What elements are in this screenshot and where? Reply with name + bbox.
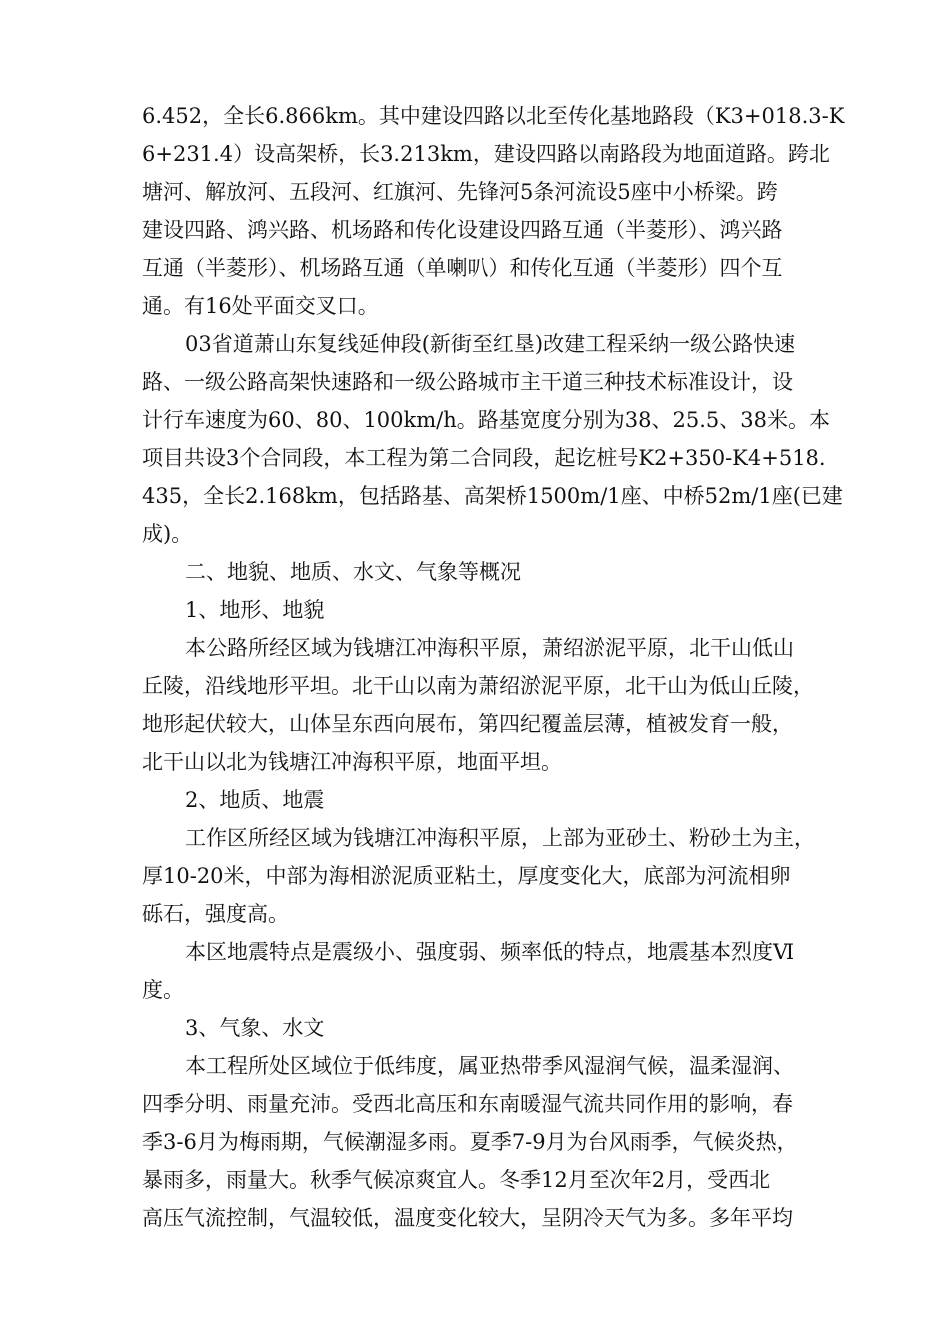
text-line: 暴雨多，雨量大。秋季气候凉爽宜人。冬季12月至次年2月，受西北 [142, 1168, 771, 1192]
text-line: 四季分明、雨量充沛。受西北高压和东南暖湿气流共同作用的影响，春 [142, 1092, 793, 1116]
text-line: 互通（半菱形）、机场路互通（单喇叭）和传化互通（半菱形）四个互 [142, 256, 783, 280]
text-line: 季3-6月为梅雨期，气候潮湿多雨。夏季7-9月为台风雨季，气候炎热， [142, 1130, 798, 1154]
text-line: 6.452，全长6.866km。其中建设四路以北至传化基地路段（K3+018.3-K [142, 104, 845, 128]
text-line: 本区地震特点是震级小、强度弱、频率低的特点，地震基本烈度Ⅵ [185, 940, 795, 964]
subsection-heading: 2、地质、地震 [185, 788, 325, 812]
text-line: 地形起伏较大，山体呈东西向展布，第四纪覆盖层薄，植被发育一般， [142, 712, 793, 736]
text-line: 高压气流控制，气温较低，温度变化较大，呈阴冷天气为多。多年平均 [142, 1206, 793, 1230]
text-line: 度。 [142, 978, 184, 1002]
text-line: 6+231.4）设高架桥，长3.213km，建设四路以南路段为地面道路。跨北 [142, 142, 830, 166]
text-line: 厚10-20米，中部为海相淤泥质亚粘土，厚度变化大，底部为河流相卵 [142, 864, 791, 888]
text-line: 砾石，强度高。 [142, 902, 289, 926]
text-line: 通。有16处平面交叉口。 [142, 294, 379, 318]
text-line: 成)。 [142, 522, 193, 546]
text-line: 建设四路、鸿兴路、机场路和传化设建设四路互通（半菱形）、鸿兴路 [142, 218, 783, 242]
text-line: 项目共设3个合同段，本工程为第二合同段，起讫桩号K2+350-K4+518. [142, 446, 826, 470]
text-line: 丘陵，沿线地形平坦。北干山以南为萧绍淤泥平原，北干山为低山丘陵， [142, 674, 814, 698]
subsection-heading: 1、地形、地貌 [185, 598, 325, 622]
text-line: 03省道萧山东复线延伸段(新街至红垦)改建工程采纳一级公路快速 [185, 332, 796, 356]
text-line: 工作区所经区域为钱塘江冲海积平原，上部为亚砂土、粉砂土为主， [185, 826, 815, 850]
text-line: 计行车速度为60、80、100km/h。路基宽度分别为38、25.5、38米。本 [142, 408, 830, 432]
text-line: 435，全长2.168km，包括路基、高架桥1500m/1座、中桥52m/1座(已建 [142, 484, 843, 508]
subsection-heading: 3、气象、水文 [185, 1016, 325, 1040]
text-line: 本公路所经区域为钱塘江冲海积平原，萧绍淤泥平原，北干山低山 [185, 636, 794, 660]
text-line: 塘河、解放河、五段河、红旗河、先锋河5条河流设5座中小桥梁。跨 [142, 180, 778, 204]
section-heading: 二、地貌、地质、水文、气象等概况 [185, 560, 521, 584]
text-line: 路、一级公路高架快速路和一级公路城市主干道三种技术标准设计，设 [142, 370, 793, 394]
text-line: 本工程所处区域位于低纬度，属亚热带季风湿润气候，温柔湿润、 [185, 1054, 794, 1078]
text-line: 北干山以北为钱塘江冲海积平原，地面平坦。 [142, 750, 562, 774]
